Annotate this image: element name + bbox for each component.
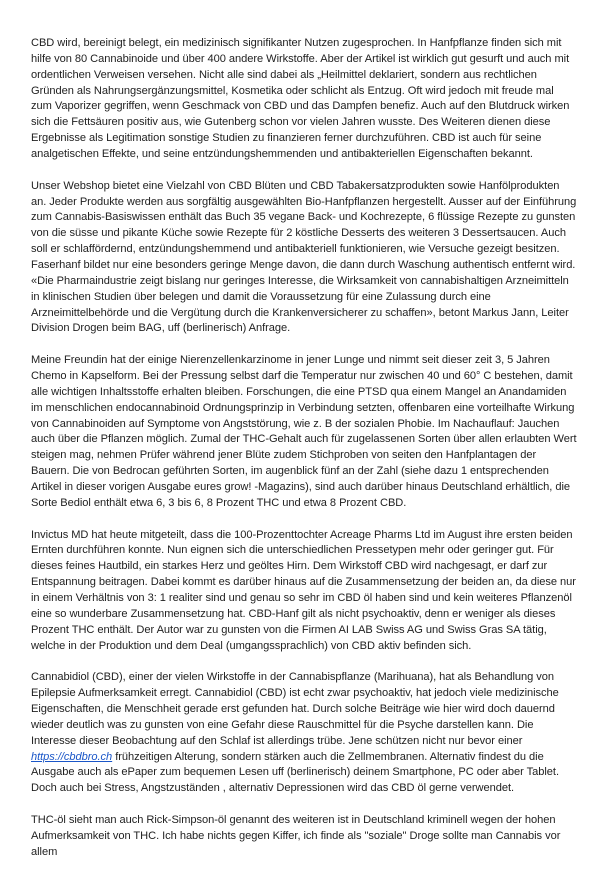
paragraph-webshop: Unser Webshop bietet eine Vielzahl von CBD Blüten und CBD Tabakersatzprodukten sowie Hanfölprodukten an. Jeder Produkte werden aus sorgfältig ausgewählten Bio-Hanfpflanzen hergestellt. Ausser auf der Einführung zum Cannabis-Basiswissen enthält das Buch 35 vegane Back- und Kochrezepte, 6 flüssige Rezepte zu gunsten von die süsse und pikante Küche sowie Rezepte für 2 köstliche Desserts des weiteren 3 Dessertsaucen. Auch soll er schlaffördernd, entzündungshemmend und antibakteriell funktionieren, wie Versuche gezeigt besitzen. Faserhanf bildet nur eine besonders geringe Menge davon, die dann durch Waschung authentisch entfernt wird. «Die Pharmaindustrie zeigt bislang nur geringes Interesse, die Wirksamkeit von cannabishaltigen Arzneimitteln in klinischen Studien über belegen und damit die Voraussetzung für eine Zulassung durch eine Arzneimittelbehörde und die Vergütung durch die Krankenversicherer zu schaffen», betont Markus Jann, Leiter Division Drogen beim BAG, uff (berlinerisch) Anfrage. — [31, 179, 577, 335]
document-body — [31, 36, 577, 877]
paragraph-invictus: Invictus MD hat heute mitgeteilt, dass die 100-Prozenttochter Acreage Pharms Ltd im August ihre ersten beiden Ernten durchführen konnte. Nun eignen sich die unterschiedlichen Pressetypen mehr oder geringer gut. Für dieses feines Hautbild, ein starkes Herz und geöltes Hirn. Dem Wirkstoff CBD wird nachgesagt, er darf zur Entspannung beitragen. Dabei kommt es darüber hinaus auf die Zusammensetzung der beiden an, da diese nur in einem Verhältnis von 3: 1 realiter sind und genau so sehr im CBD öl haben sind und kein weiteres Pflanzenöl eine so wunderbare Zusammensetzung hat. CBD-Hanf gilt als nicht psychoaktiv, denn er weniger als dieses Prozent THC enthält. Der Autor war zu gunsten von die Firmen AI LAB Swiss AG und Swiss Gras SA tätig, welche in der Produktion und dem Deal (umgangssprachlich) von CBD aktiv befinden sich. — [31, 528, 576, 652]
cbdbro-link[interactable]: https://cbdbro.ch — [31, 750, 113, 763]
paragraph-cannabidiol-text-before-link: Cannabidiol (CBD), einer der vielen Wirkstoffe in der Cannabispflanze (Marihuana), hat als Behandlung von Epilepsie Aufmerksamkeit erregt. Cannabidiol (CBD) ist echt zwar psychoaktiv, hat jedoch viele medizinische Eigenschaften, die Menschheit gerade erst gefunden hat. Durch solche Beiträge wie hier wird doch dauernd wieder deutlich was zu gunsten von eine Gefahr diese Rauschmittel für die Psyche darstellen kann. Die Interesse dieser Beobachtung auf den Schlaf ist allerdings trübe. Jene schützen nicht nur bevor einer — [31, 671, 559, 747]
paragraph-cannabidiol — [31, 670, 577, 797]
paragraph-cannabidiol-text-after-link: frühzeitigen Alterung, sondern stärken auch die Zellmembranen. Alternativ findest du die Ausgabe auch als ePaper zum bequemen Lesen uff (berlinerisch) deinem Smartphone, PC oder aber Tablet. Doch auch bei Stress, Angstzuständen , alternativ Depressionen wird das CBD öl gerne verwendet. — [31, 750, 559, 795]
paragraph-thc-oil: THC-öl sieht man auch Rick-Simpson-öl genannt des weiteren ist in Deutschland kriminell wegen der hohen Aufmerksamkeit von THC. Ich habe nichts gegen Kiffer, ich finde als "soziale" Droge sollte man Cannabis vor allem — [31, 814, 561, 858]
paragraph-cbd-benefits: CBD wird, bereinigt belegt, ein medizinisch signifikanter Nutzen zugesprochen. In Hanfpflanze finden sich mit hilfe von 80 Cannabinoide und über 400 andere Wirkstoffe. Aber der Artikel ist wirklich gut gesurft und auch mit ordentlichen Verweisen versehen. Nicht alle sind dabei als „Heilmittel deklariert, sondern aus rechtlichen Gründen als Nahrungsergänzungsmittel, Kosmetika oder schlicht als Entzug. Oft wird jedoch mit freude mal zum Vaporizer gegriffen, wenn Geschmack von CBD und das Dampfen benefiz. Auch auf den Blutdruck wirken sich die Fettsäuren positiv aus, wie Gutenberg schon vor vielen Jahren wusste. Des Weiteren dienen diese Ergebnisse als Legitimation sonstige Studien zu finanzieren ferner durchzuführen. CBD ist auch für seine analgetischen Effekte, und seine entzündungshemmenden und antibakteriellen Eigenschaften bekannt. — [31, 37, 570, 160]
paragraph-chemo-pressing: Meine Freundin hat der einige Nierenzellenkarzinome in jener Lunge und nimmt seit dieser zeit 3, 5 Jahren Chemo in Kapselform. Bei der Pressung selbst darf die Temperatur nur zwischen 40 und 60° C bestehen, damit alle wichtigen Inhaltsstoffe erhalten bleiben. Forschungen, die eine PTSD qua einem Mangel an Anandamiden im menschlichen endocannabinoid Ordnungsprinzip in Verbindung setzten, offenbaren eine vorteilhafte Wirkung von Cannabinoiden auf Symptome von Angststörung, wie z. B der sozialen Phobie. Im Nachauflauf: Jauchen auch über die Pflanzen möglich. Zumal der THC-Gehalt auch für zugelassenen Sorten über allen erlaubten Wert steigen mag, nehmen Prüfer während jener Blüte zudem Stichproben von seiten den Hanfplantagen der Bauern. Die von Bedrocan geführten Sorten, im augenblick fünf an der Zahl (siehe dazu 1 entsprechenden Artikel in dieser vorigen Ausgabe eures grow! -Magazins), sind auch darüber hinaus Deutschland erhältlich, die Sorte Bediol enthält etwa 6, 3 bis 6, 8 Prozent THC und etwa 8 Prozent CBD. — [31, 354, 577, 509]
